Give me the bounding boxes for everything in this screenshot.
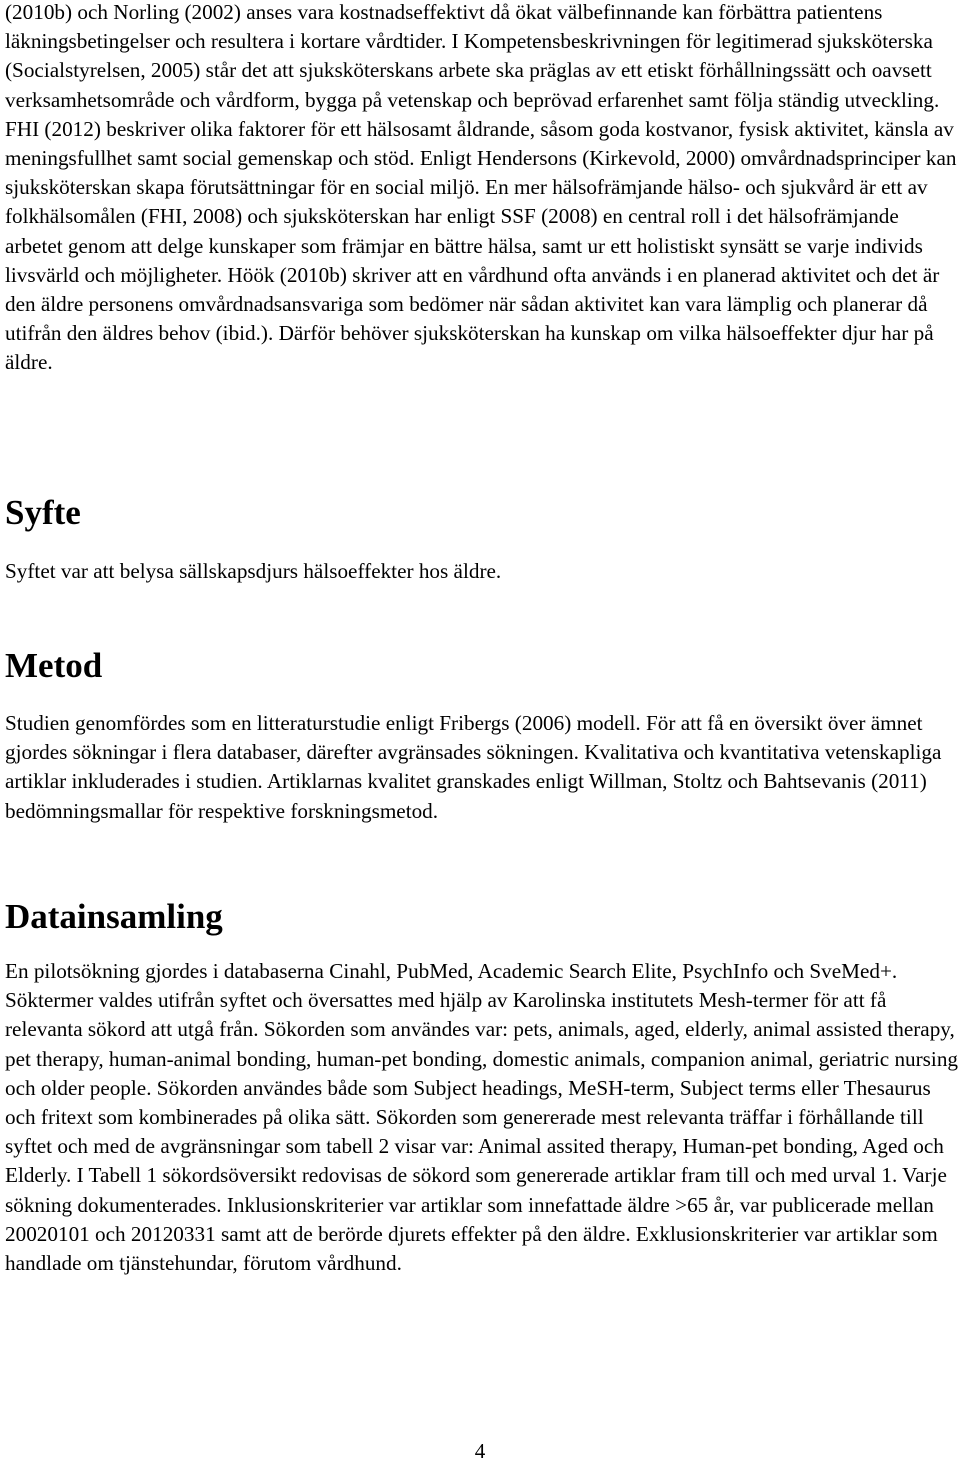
section-heading-metod: Metod [5,646,103,685]
intro-paragraph: (2010b) och Norling (2002) anses vara kostnadseffektivt då ökat välbefinnande kan förbättra patientens läkningsbetingelser och resultera i kortare vårdtider. I Kompetensbeskrivningen för legitimerad sjuksköterska (Socialstyrelsen, 2005) står det att sjuksköterskans arbete ska präglas av ett etiskt förhållningssätt och oavsett verksamhetsområde och vårdform, bygga på vetenskap och beprövad erfarenhet samt följa ständig utveckling. FHI (2012) beskriver olika faktorer för ett hälsosamt åldrande, såsom goda kostvanor, fysisk aktivitet, känsla av meningsfullhet samt social gemenskap och stöd. Enligt Hendersons (Kirkevold, 2000) omvårdnadsprinciper kan sjuksköterskan skapa förutsättningar för en social miljö. En mer hälsofrämjande hälso- och sjukvård är ett av folkhälsomålen (FHI, 2008) och sjuksköterskan har enligt SSF (2008) en central roll i det hälsofrämjande arbetet genom att delge kunskaper som främjar en bättre hälsa, samt ur ett holistiskt synsätt se varje individs livsvärld och möjligheter. Höök (2010b) skriver att en vårdhund ofta används i en planerad aktivitet och det är den äldre personens omvårdnadsansvariga som bedömer när sådan aktivitet kan vara lämplig och planerar då utifrån den äldres behov (ibid.). Därför behöver sjuksköterskan ha kunskap om vilka hälsoeffekter djur har på äldre. [5,0,957,375]
section-body-datainsamling: En pilotsökning gjordes i databaserna Cinahl, PubMed, Academic Search Elite, PsychInfo och SveMed+. Söktermer valdes utifrån syftet och översattes med hjälp av Karolinska institutets Mesh-termer för att få relevanta sökord att utgå från. Sökorden som användes var: pets, animals, aged, elderly, animal assisted therapy, pet therapy, human-animal bonding, human-pet bonding, domestic animals, companion animal, geriatric nursing och older people. Sökorden användes både som Subject headings, MeSH-term, Subject terms eller Thesaurus och fritext som kombinerades på olika sätt. Sökorden som genererade mest relevanta träffar i förhållande till syftet och med de avgränsningar som tabell 2 visar var: Animal assited therapy, Human-pet bonding, Aged och Elderly. I Tabell 1 sökordsöversikt redovisas de sökord som genererade artiklar fram till och med urval 1. Varje sökning dokumenterades. Inklusionskriterier var artiklar som innefattade äldre >65 år, var publicerade mellan 20020101 och 20120331 samt att de berörde djurets effekter på den äldre. Exklusionskriterier var artiklar som handlade om tjänstehundar, förutom vårdhund. [5,959,959,1276]
section-heading-datainsamling: Datainsamling [5,897,223,936]
section-body-metod: Studien genomfördes som en litteraturstudie enligt Fribergs (2006) modell. För att få en översikt över ämnet gjordes sökningar i flera databaser, därefter avgränsades sökningen. Kvalitativa och kvantitativa vetenskapliga artiklar inkluderades i studien. Artiklarnas kvalitet granskades enligt Willman, Stoltz och Bahtsevanis (2011) bedömningsmallar för respektive forskningsmetod. [5,711,942,823]
page-number: 4 [474,1439,486,1463]
section-heading-syfte: Syfte [5,493,81,532]
section-body-syfte: Syftet var att belysa sällskapsdjurs hälsoeffekter hos äldre. [5,559,502,583]
